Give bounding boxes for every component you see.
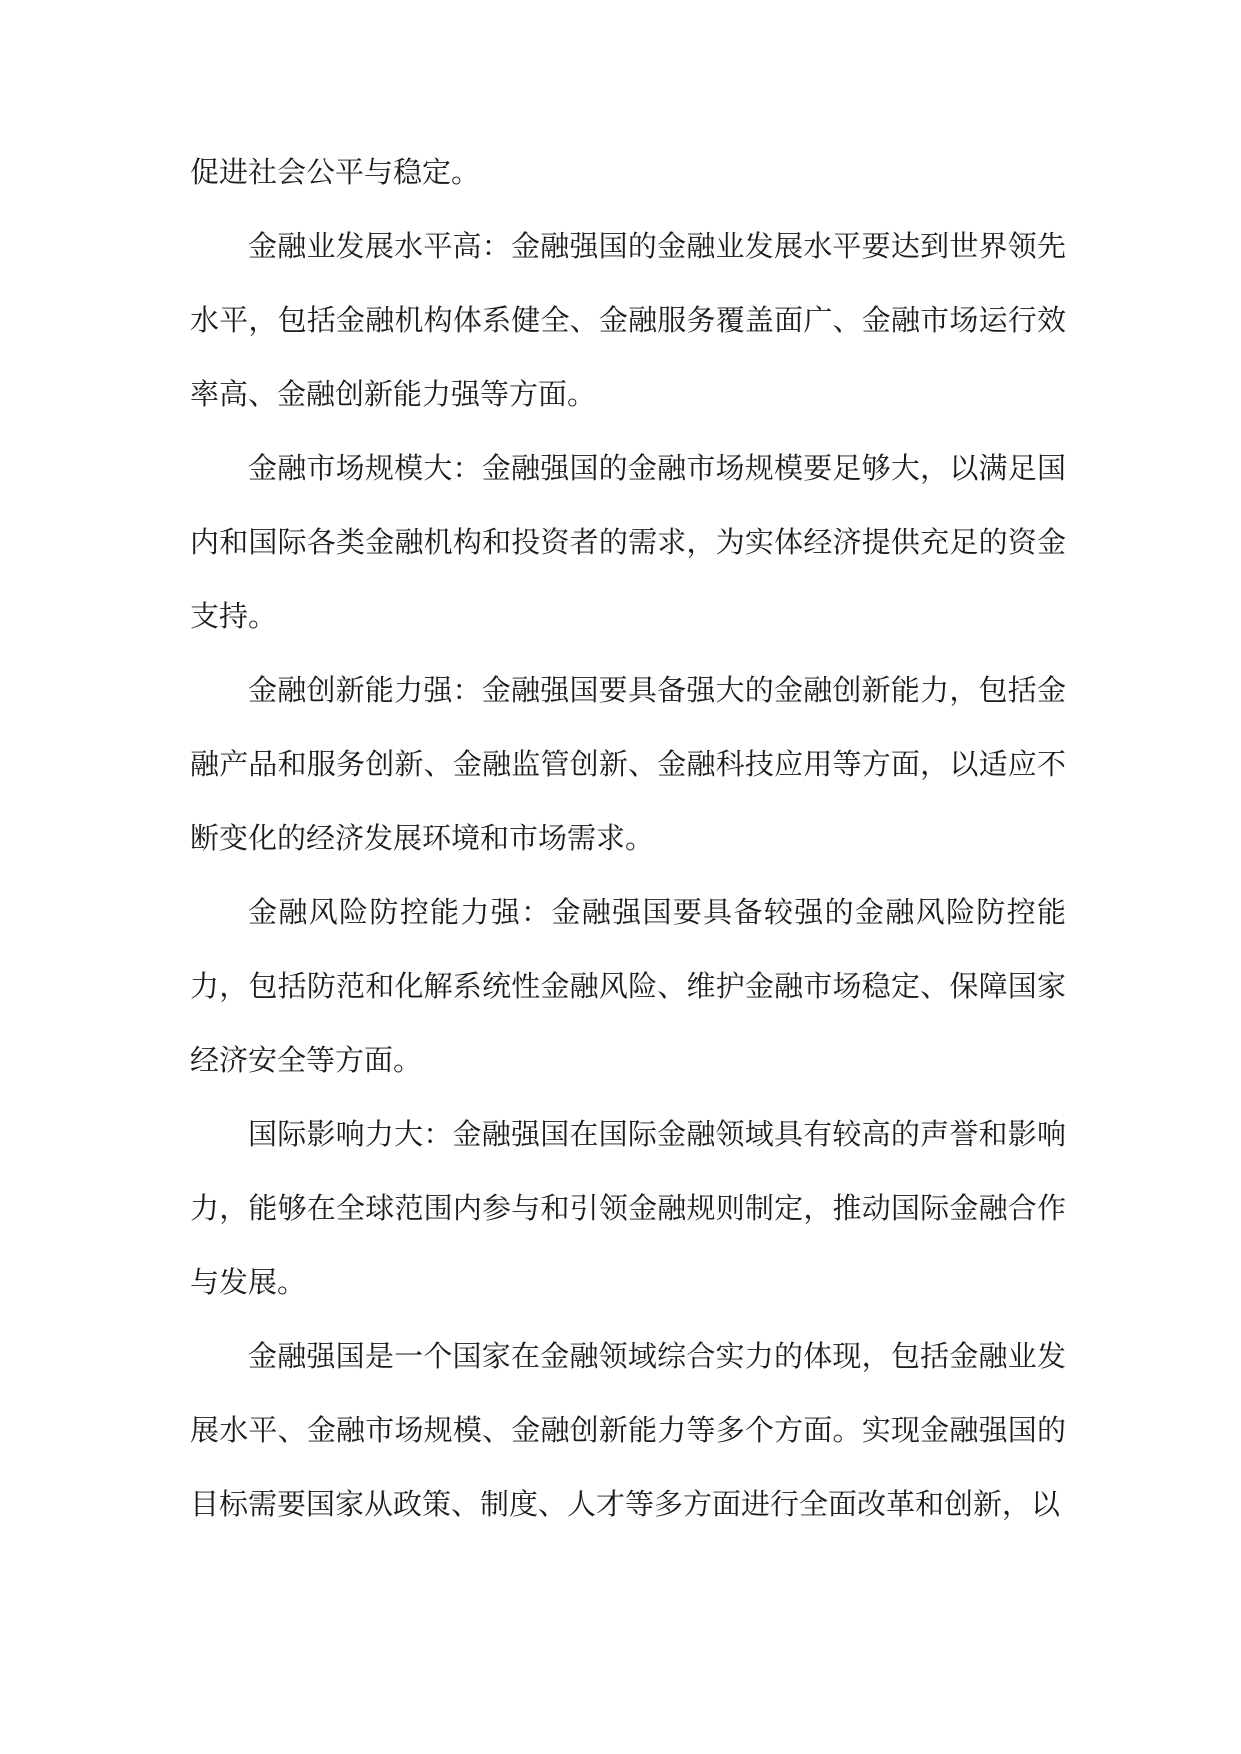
paragraph-international-influence: 国际影响力大：金融强国在国际金融领域具有较高的声誉和影响力，能够在全球范围内参与和引领金融规则制定，推动国际金融合作与发展。 [190, 1117, 1066, 1299]
paragraph-financial-market-scale: 金融市场规模大：金融强国的金融市场规模要足够大，以满足国内和国际各类金融机构和投资者的需求，为实体经济提供充足的资金支持。 [190, 451, 1066, 633]
document-body [190, 135, 1066, 1541]
paragraph-financial-innovation: 金融创新能力强：金融强国要具备强大的金融创新能力，包括金融产品和服务创新、金融监管创新、金融科技应用等方面，以适应不断变化的经济发展环境和市场需求。 [190, 673, 1066, 855]
paragraph-financial-industry-level: 金融业发展水平高：金融强国的金融业发展水平要达到世界领先水平，包括金融机构体系健全、金融服务覆盖面广、金融市场运行效率高、金融创新能力强等方面。 [190, 229, 1066, 411]
paragraph-summary: 金融强国是一个国家在金融领域综合实力的体现，包括金融业发展水平、金融市场规模、金融创新能力等多个方面。实现金融强国的目标需要国家从政策、制度、人才等多方面进行全面改革和创新，以 [190, 1339, 1066, 1521]
paragraph-continuation: 促进社会公平与稳定。 [190, 155, 481, 189]
paragraph-risk-control: 金融风险防控能力强：金融强国要具备较强的金融风险防控能力，包括防范和化解系统性金融风险、维护金融市场稳定、保障国家经济安全等方面。 [190, 895, 1066, 1077]
